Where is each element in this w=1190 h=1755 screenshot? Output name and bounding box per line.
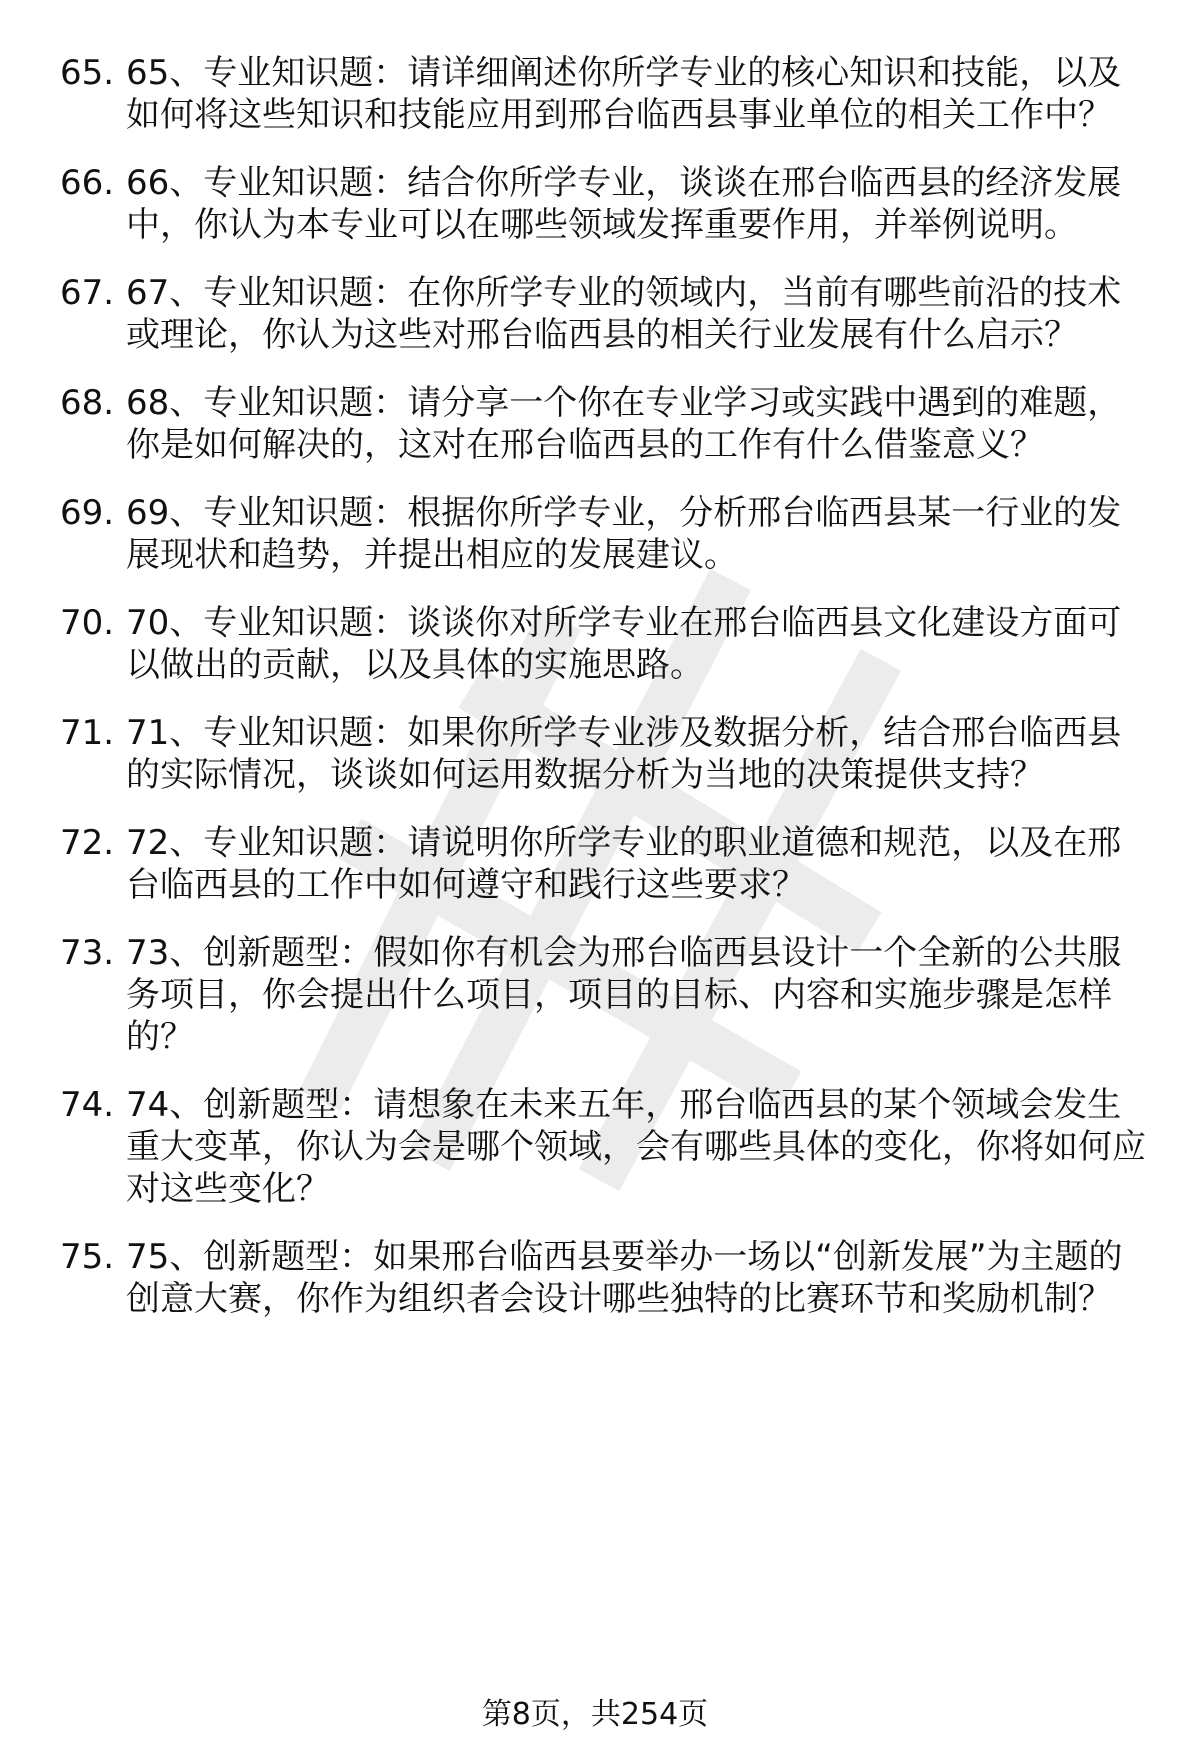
list-item [60,382,1160,466]
list-item [60,162,1160,246]
list-item [60,822,1160,906]
list-item [60,932,1160,1058]
list-item [60,712,1160,796]
item-text: 71、专业知识题：如果你所学专业涉及数据分析，结合邢台临西县的实际情况，谈谈如何运用数据分析为当地的决策提供支持？ [126,713,1122,795]
item-number: 67. [60,273,115,313]
item-number: 71. [60,713,115,753]
item-number: 68. [60,383,115,423]
item-number: 73. [60,933,115,973]
item-number: 75. [60,1237,115,1277]
item-text: 70、专业知识题：谈谈你对所学专业在邢台临西县文化建设方面可以做出的贡献，以及具体的实施思路。 [126,603,1122,685]
item-text: 75、创新题型：如果邢台临西县要举办一场以“创新发展”为主题的创意大赛，你作为组织者会设计哪些独特的比赛环节和奖励机制？ [126,1237,1123,1319]
item-text: 73、创新题型：假如你有机会为邢台临西县设计一个全新的公共服务项目，你会提出什么项目，项目的目标、内容和实施步骤是怎样的？ [126,933,1122,1057]
item-text: 72、专业知识题：请说明你所学专业的职业道德和规范，以及在邢台临西县的工作中如何遵守和践行这些要求？ [126,823,1122,905]
list-item [60,1236,1160,1320]
question-list [60,52,1160,1346]
item-number: 69. [60,493,115,533]
list-item [60,492,1160,576]
item-text: 66、专业知识题：结合你所学专业，谈谈在邢台临西县的经济发展中，你认为本专业可以在哪些领域发挥重要作用，并举例说明。 [126,163,1122,245]
item-number: 70. [60,603,115,643]
list-item [60,602,1160,686]
list-item [60,1084,1160,1210]
item-number: 65. [60,53,115,93]
item-text: 68、专业知识题：请分享一个你在专业学习或实践中遇到的难题，你是如何解决的，这对在邢台临西县的工作有什么借鉴意义？ [126,383,1122,465]
list-item [60,272,1160,356]
item-text: 67、专业知识题：在你所学专业的领域内，当前有哪些前沿的技术或理论，你认为这些对邢台临西县的相关行业发展有什么启示？ [126,273,1122,355]
item-number: 74. [60,1085,115,1125]
page-indicator: 第8页，共254页 [481,1697,709,1732]
item-text: 74、创新题型：请想象在未来五年，邢台临西县的某个领域会发生重大变革，你认为会是哪个领域，会有哪些具体的变化，你将如何应对这些变化？ [126,1085,1146,1209]
item-number: 72. [60,823,115,863]
item-text: 69、专业知识题：根据你所学专业，分析邢台临西县某一行业的发展现状和趋势，并提出相应的发展建议。 [126,493,1122,575]
item-number: 66. [60,163,115,203]
list-item [60,52,1160,136]
item-text: 65、专业知识题：请详细阐述你所学专业的核心知识和技能，以及如何将这些知识和技能应用到邢台临西县事业单位的相关工作中？ [126,53,1122,135]
